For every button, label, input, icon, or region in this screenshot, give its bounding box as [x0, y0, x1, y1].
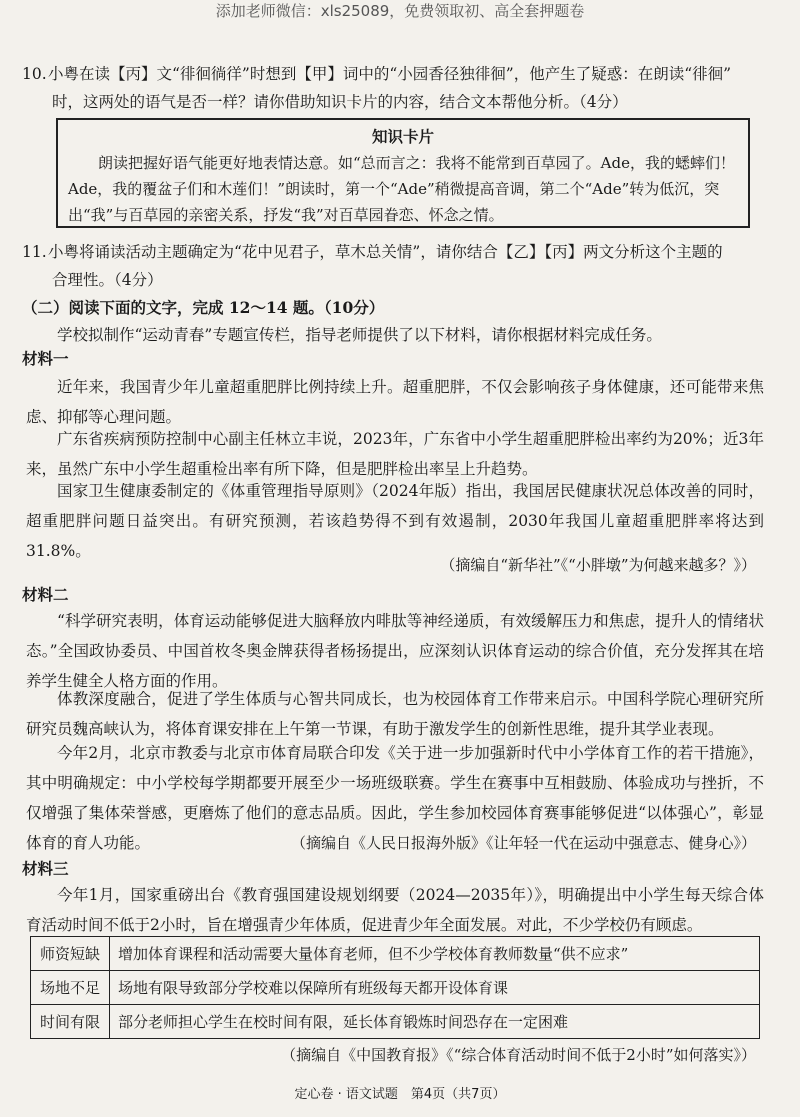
knowledge-card-body: 朗读把握好语气能更好地表情达意。如“总而言之：我将不能常到百草园了。Ade，我的蟋蟀们！Ade，我的覆盆子们和木莲们！”朗读时，第一个“Ade”稍微提高音调，第二个“Ade”转为低沉，突出“我”与百草园的亲密关系，抒发“我”对百草园眷恋、怀念之情。 [68, 154, 735, 224]
table-row [31, 937, 760, 971]
table-row [31, 971, 760, 1005]
question-10 [22, 60, 782, 116]
material-1-para-3: 国家卫生健康委制定的《体重管理指导原则》（2024年版）指出，我国居民健康状况总体改善的同时，超重肥胖问题日益突出。有研究预测，若该趋势得不到有效遏制，2030年我国儿童超重肥胖率将达到31.8%。 [26, 482, 764, 560]
table-cell-value: 场地有限导致部分学校难以保障所有班级每天都开设体育课 [110, 971, 760, 1005]
material-1-para-1: 近年来，我国青少年儿童超重肥胖比例持续上升。超重肥胖，不仅会影响孩子身体健康，还可能带来焦虑、抑郁等心理问题。 [26, 378, 764, 426]
table-cell-value: 增加体育课程和活动需要大量体育老师，但不少学校体育教师数量“供不应求” [110, 937, 760, 971]
table-cell-value: 部分老师担心学生在校时间有限，延长体育锻炼时间恐存在一定困难 [110, 1005, 760, 1039]
knowledge-card-title: 知识卡片 [371, 127, 434, 146]
table-cell-key: 场地不足 [31, 971, 110, 1005]
concerns-table [30, 936, 760, 1039]
question-11-line1: 小粤将诵读活动主题确定为“花中见君子，草木总关情”，请你结合【乙】【丙】两文分析这个主题的 [48, 243, 723, 261]
material-3-para-1: 今年1月，国家重磅出台《教育强国建设规划纲要（2024—2035年）》，明确提出中小学生每天综合体育活动时间不低于2小时，旨在增强青少年体质，促进青少年全面发展。对此，不少学校仍有顾虑。 [26, 886, 764, 934]
table-row [31, 1005, 760, 1039]
material-3-source: （摘编自《中国教育报》《“综合体育活动时间不低于2小时”如何落实》） [281, 1046, 756, 1064]
table-cell-key: 师资短缺 [31, 937, 110, 971]
banner-text: 添加老师微信：xls25089，免费领取初、高全套押题卷 [215, 2, 585, 20]
material-2-para-1: “科学研究表明，体育运动能够促进大脑释放内啡肽等神经递质，有效缓解压力和焦虑，提升人的情绪状态。”全国政协委员、中国首枚冬奥金牌获得者杨扬提出，应深刻认识体育运动的综合价值，充分发挥其在培养学生健全人格方面的作用。 [26, 612, 764, 690]
question-10-line1: 小粤在读【丙】文“徘徊徜徉”时想到【甲】词中的“小园香径独徘徊”，他产生了疑惑：在朗读“徘徊” [48, 65, 732, 83]
material-3-label: 材料三 [22, 859, 69, 878]
section-2-heading: （二）阅读下面的文字，完成 12～14 题。（10分） [22, 298, 385, 317]
question-10-number: 10. [22, 65, 47, 83]
question-10-line2: 时，这两处的语气是否一样？请你借助知识卡片的内容，结合文本帮他分析。（4分） [52, 93, 628, 111]
material-2-para-3: 今年2月，北京市教委与北京市体育局联合印发《关于进一步加强新时代中小学体育工作的若干措施》，其中明确规定：中小学校每学期都要开展至少一场班级联赛。学生在赛事中互相鼓励、体验成功与挫折，不仅增强了集体荣誉感，更磨炼了他们的意志品质。因此，学生参加校园体育赛事能够促进“以体强心”，彰显体育的育人功能。 [26, 744, 764, 852]
material-1-source: （摘编自“新华社”《“小胖墩”为何越来越多？》） [440, 556, 756, 574]
page-footer: 定心卷 · 语文试题 第4页（共7页） [294, 1087, 506, 1102]
question-11-line2: 合理性。（4分） [52, 271, 163, 289]
material-1-para-2: 广东省疾病预防控制中心副主任林立丰说，2023年，广东省中小学生超重肥胖检出率约为20%；近3年来，虽然广东中小学生超重检出率有所下降，但是肥胖检出率呈上升趋势。 [26, 430, 764, 478]
material-1-label: 材料一 [22, 349, 69, 368]
material-2-para-2: 体教深度融合，促进了学生体质与心智共同成长，也为校园体育工作带来启示。中国科学院心理研究所研究员魏高峡认为，将体育课安排在上午第一节课，有助于激发学生的创新性思维，提升其学业表现。 [26, 690, 764, 738]
question-11 [22, 238, 782, 294]
material-2-label: 材料二 [22, 585, 69, 604]
question-11-number: 11. [22, 243, 47, 261]
knowledge-card [56, 118, 750, 228]
table-cell-key: 时间有限 [31, 1005, 110, 1039]
section-2-intro: 学校拟制作“运动青春”专题宣传栏，指导老师提供了以下材料，请你根据材料完成任务。 [57, 326, 662, 344]
material-2-source: （摘编自《人民日报海外版》《让年轻一代在运动中强意志、健身心》） [290, 834, 756, 852]
